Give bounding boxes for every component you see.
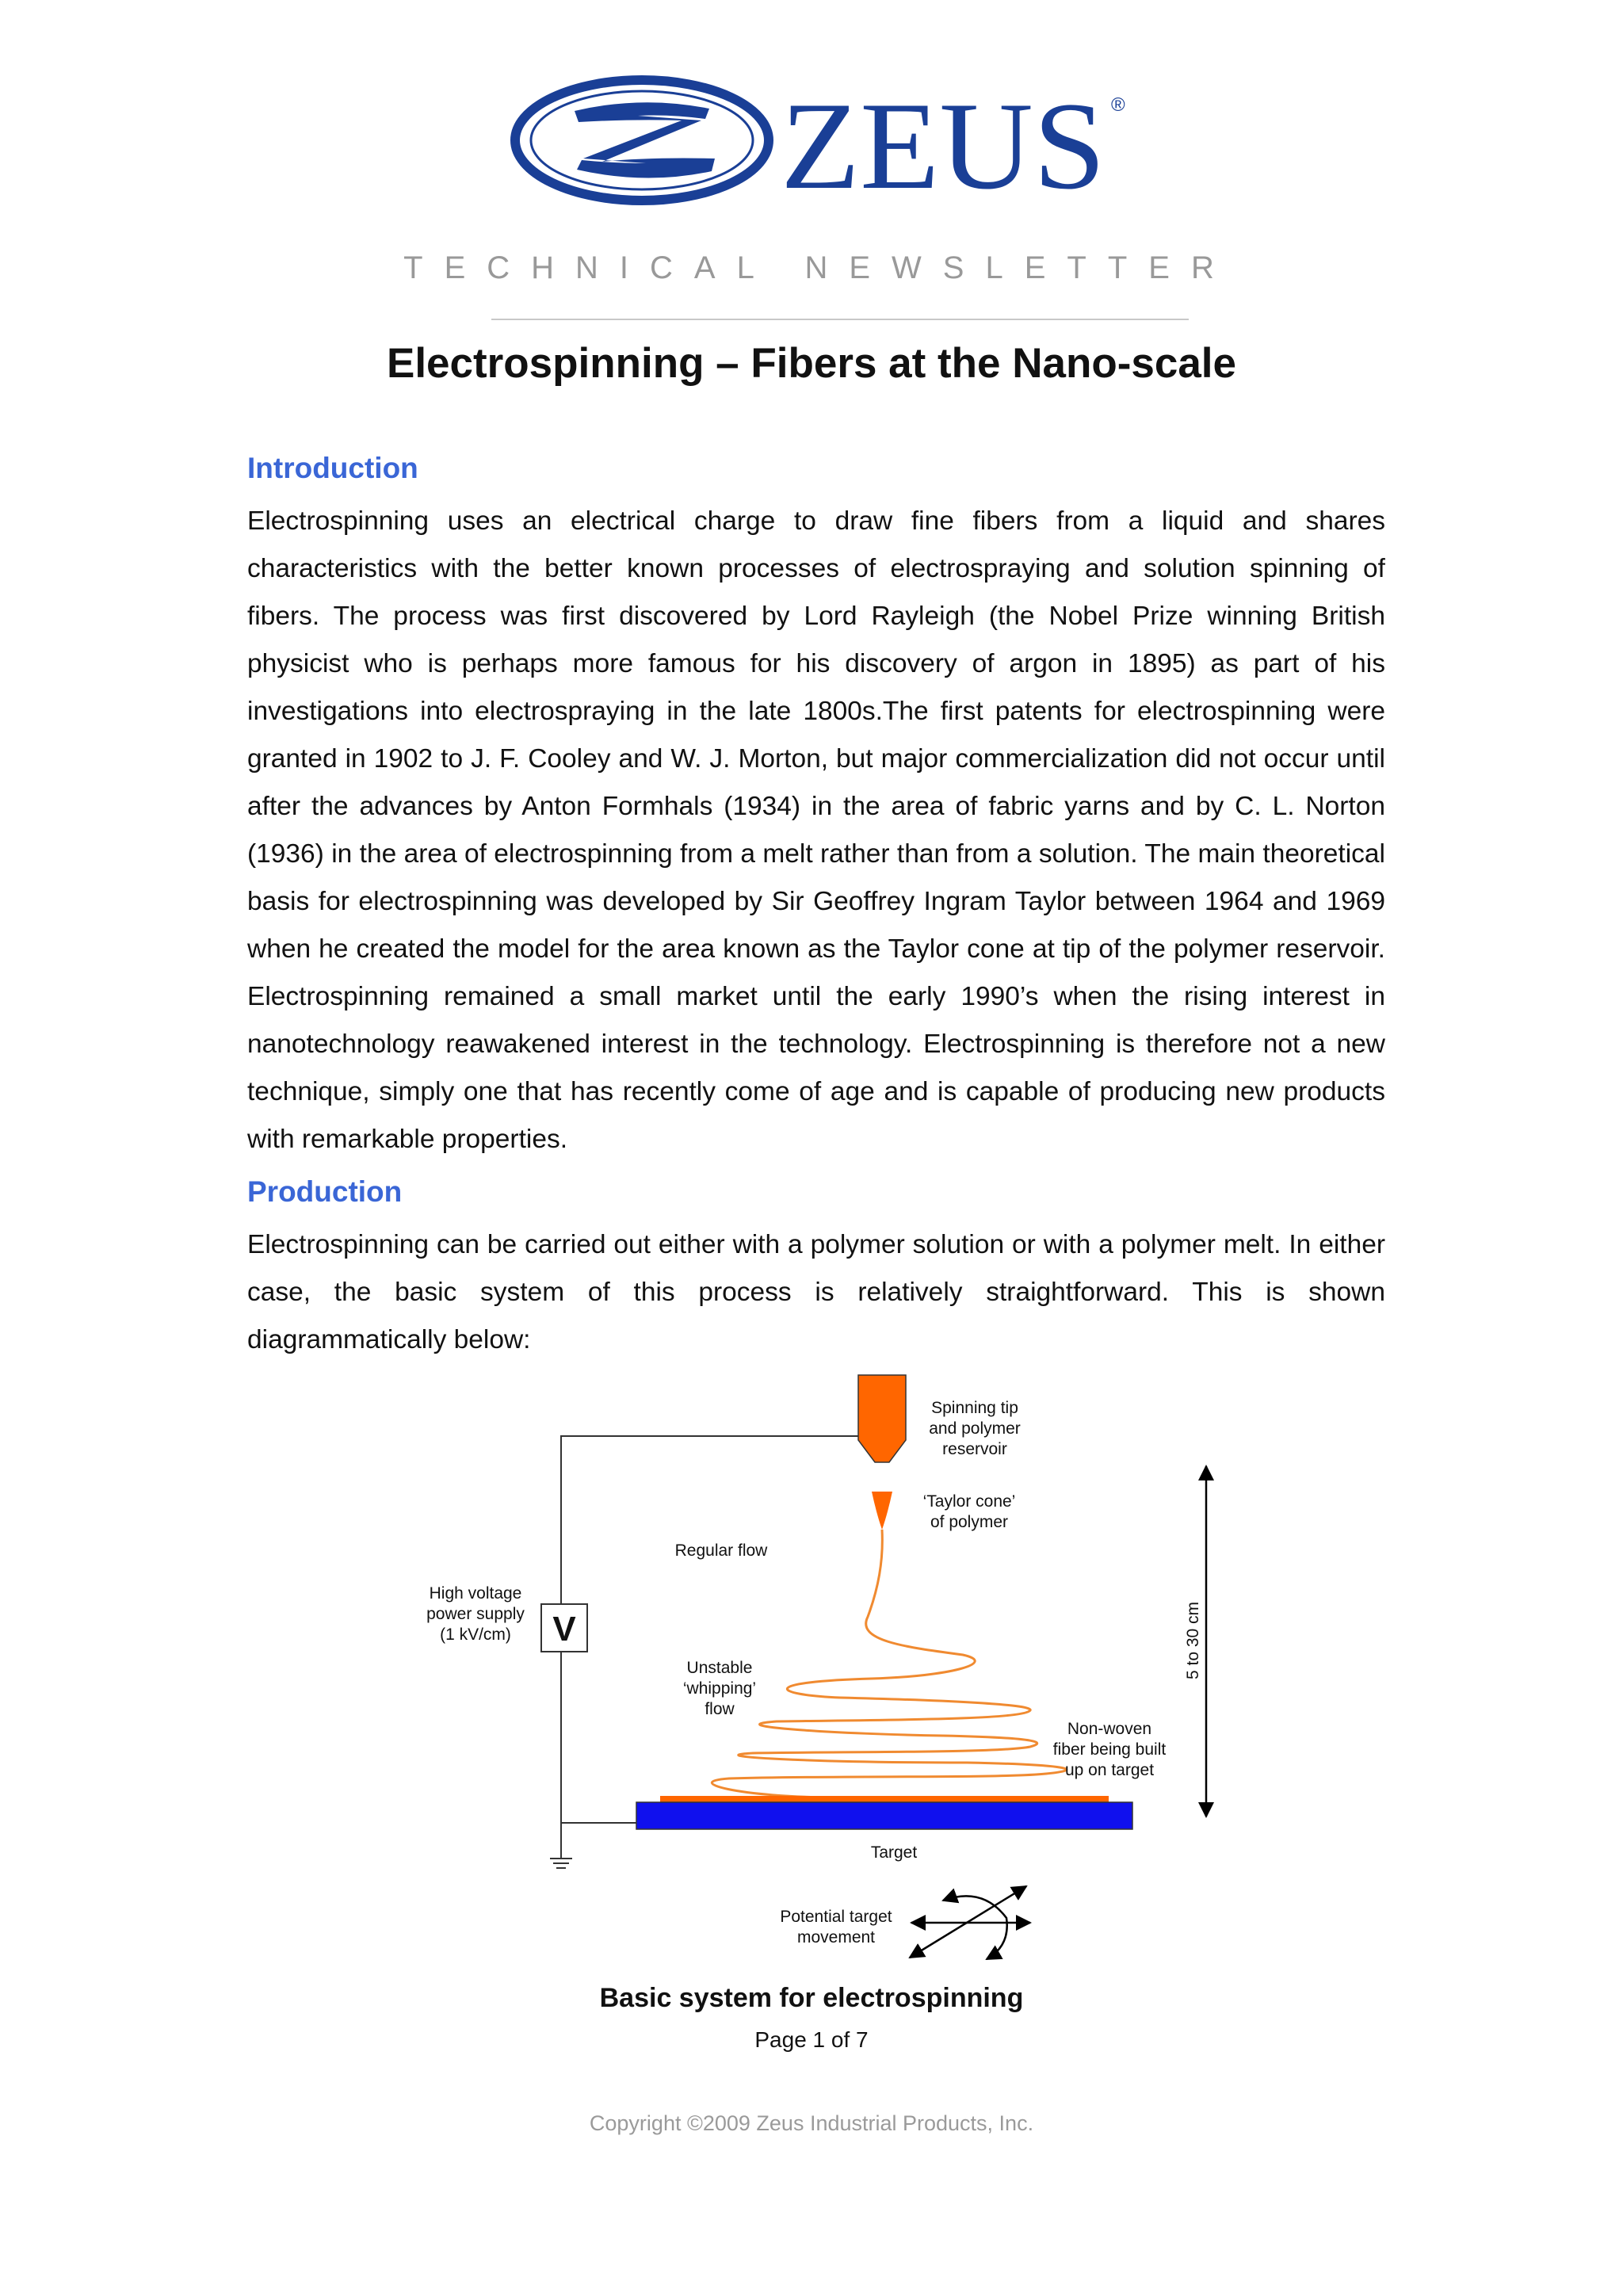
svg-text:High voltage: High voltage [429,1584,522,1603]
figure-caption: Basic system for electrospinning [599,1983,1024,2013]
ground-icon [550,1859,572,1868]
spinning-tip-label [929,1399,1021,1458]
zeus-logo [507,73,1141,208]
svg-text:of polymer: of polymer [930,1513,1009,1531]
movement-label [780,1908,892,1946]
brand-wordmark: ZEUS [781,77,1106,208]
newsletter-label: TECHNICAL NEWSLETTER [403,250,1235,285]
spinning-tip-reservoir [858,1375,906,1462]
nonwoven-label [1053,1720,1167,1779]
svg-text:and polymer: and polymer [929,1419,1021,1438]
svg-text:Spinning tip: Spinning tip [931,1399,1018,1417]
section-heading-production: Production [247,1175,403,1208]
voltage-symbol: V [552,1610,576,1648]
svg-text:Unstable: Unstable [686,1659,753,1677]
svg-text:(1 kV/cm): (1 kV/cm) [440,1626,511,1644]
taylor-cone [872,1492,892,1530]
header-divider [491,319,1189,320]
nonwoven-fiber-layer [660,1796,1109,1802]
target-label: Target [870,1843,918,1862]
target-movement-arrows [910,1886,1030,1959]
svg-text:‘whipping’: ‘whipping’ [682,1679,757,1698]
target-plate [636,1802,1132,1829]
svg-text:power supply: power supply [426,1605,525,1623]
svg-text:movement: movement [796,1928,876,1946]
distance-label: 5 to 30 cm [1184,1601,1202,1680]
svg-text:reservoir: reservoir [942,1440,1007,1458]
page-number: Page 1 of 7 [754,2027,869,2052]
taylor-cone-label [923,1492,1016,1531]
svg-text:Non-woven: Non-woven [1067,1720,1152,1738]
production-paragraph: Electrospinning can be carried out either with a polymer solution or with a polymer melt. In either case, the basic system of this process is relatively straightforward. This is shown diagrammatically below: [247,1230,1385,1354]
svg-text:Potential target: Potential target [780,1908,892,1926]
article-title: Electrospinning – Fibers at the Nano-scale [386,340,1237,387]
introduction-paragraph: Electrospinning uses an electrical charge to draw fine fibers from a liquid and shares characteristics with the better known processes of electrospraying and solution spinning of fibers. The process was first discovered by Lord Rayleigh (the Nobel Prize winning British physicist who is perhaps more famous for his discovery of argon in 1895) as part of his investigations into electrospraying in the late 1800s.The first patents for electrospinning were granted in 1902 to J. F. Cooley and W. J. Morton, but major commercialization did not occur until after the advances by Anton Formhals (1934) in the area of fabric yarns and by C. L. Norton (1936) in the area of electrospinning from a melt rather than from a solution. The main theoretical basis for electrospinning was developed by Sir Geoffrey Ingram Taylor between 1964 and 1969 when he created the model for the area known as the Taylor cone at tip of the polymer reservoir. Electrospinning remained a small market until the early 1990’s when the rising interest in nanotechnology reawakened interest in the technology. Electrospinning is therefore not a new technique, simply one that has recently come of age and is capable of producing new products with remarkable properties. [247,506,1385,1154]
electrospinning-diagram [396,1363,1268,1973]
power-supply-label [426,1584,525,1644]
registered-mark: ® [1111,94,1125,116]
regular-flow-label: Regular flow [674,1541,768,1560]
zeus-logo-graphic [507,73,1141,208]
svg-text:up on target: up on target [1064,1761,1155,1779]
circuit-wire-top [561,1436,858,1604]
fiber-jet [712,1530,1066,1797]
copyright-notice: Copyright ©2009 Zeus Industrial Products, Inc. [589,2111,1034,2135]
section-heading-introduction: Introduction [247,452,418,484]
svg-text:flow: flow [705,1700,735,1718]
svg-text:fiber being built: fiber being built [1052,1740,1167,1759]
unstable-flow-label [683,1659,756,1718]
svg-text:‘Taylor cone’: ‘Taylor cone’ [922,1492,1016,1511]
